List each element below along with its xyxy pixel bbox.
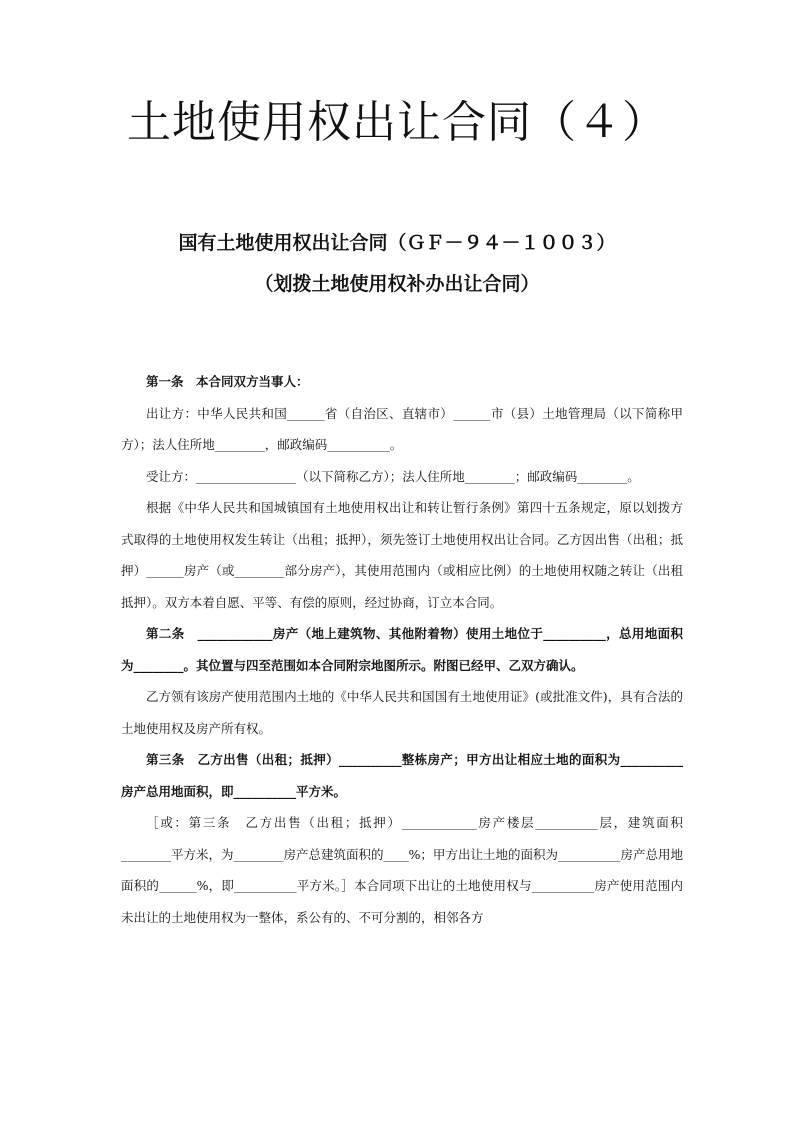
paragraph-basis: 根据《中华人民共和国城镇国有土地使用权出让和转让暂行条例》第四十五条规定，原以划拨方式取得的土地使用权发生转让（出租；抵押），须先签订土地使用权出让合同。乙方因出售（出租；抵押）______房产（或________部分房产），其使用范围内（或相应比例）的土地使用权随之转让（出租抵押）。双方本着自愿、平等、有偿的原则，经过协商，订立本合同。 xyxy=(121,500,683,610)
contract-subtitle-note: （划拨土地使用权补办出让合同） xyxy=(254,273,540,295)
article-2: 第二条 ____________房产（地上建筑物、其他附着物）使用土地位于__________，总用地面积为________。其位置与四至范围如本合同附宗地图所示。附图已经甲、乙双方确认。 xyxy=(121,626,683,673)
contract-subtitle: 国有土地使用权出让合同（ＧＦ－９４－１００３） xyxy=(178,232,616,254)
contract-body xyxy=(121,366,683,933)
paragraph-article-3-alternative: ［或：第三条 乙方出售（出租；抵押）____________房产楼层__________层，建筑面积________平方米，为________房产总建筑面积的____%；甲方出让土地的面积为__________房产总用地面积的______%，即__________平方米。］本合同项下出让的土地使用权与__________房产使用范围内未出让的土地使用权为一整体，系公有的、不可分割的，相邻各方 xyxy=(121,815,683,925)
paragraph-transferee: 受让方：________________（以下简称乙方）；法人住所地________；邮政编码________。 xyxy=(146,468,640,484)
article-3: 第三条 乙方出售（出租；抵押）__________整栋房产；甲方出让相应土地的面积为__________房产总用地面积，即__________平方米。 xyxy=(121,752,683,799)
article-1-heading: 第一条 本合同双方当事人： xyxy=(146,374,309,389)
paragraph-land-certificate: 乙方领有该房产使用范围内土地的《中华人民共和国国有土地使用证》(或批准文件)，具有合法的土地使用权及房产所有权。 xyxy=(121,689,683,736)
paragraph-transferor: 出让方：中华人民共和国______省（自治区、直辖市）______市（县）土地管理局（以下简称甲方）；法人住所地________，邮政编码__________。 xyxy=(121,405,683,452)
document-title: 土地使用权出让合同（４） xyxy=(127,97,667,148)
